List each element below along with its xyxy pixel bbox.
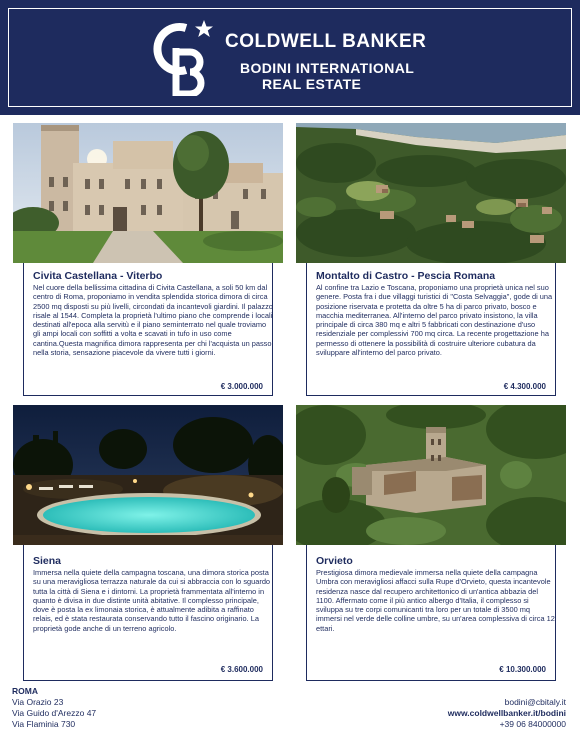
contact-website[interactable]: www.coldwellbanker.it/bodini [447, 708, 566, 718]
office-address: Via Orazio 23 [12, 697, 64, 707]
listing-card-civita [13, 123, 283, 396]
listing-photo [296, 405, 566, 545]
contact-info [448, 697, 566, 730]
contact-email[interactable]: bodini@cbitaly.it [504, 697, 566, 707]
listing-title: Montalto di Castro - Pescia Romana [316, 270, 496, 282]
listing-text [33, 270, 273, 357]
listing-description: Immersa nella quiete della campagna toscana, una dimora storica posta su una meravigliosa terrazza naturale da cui si abbraccia con lo sguardo tutta la città di Siena e i dintorni. La proprietà frammentata all'interno in quanto è divisa in due distinte unità abitative. Il complesso principale, dove è posta la ex limonaia storica, è attualmente adibita a raffinato relais, ed è stata restaurata conservando tutto il fascino originario. La proprietà gode anche di un terreno agricolo. [33, 568, 271, 633]
listing-card-montalto [296, 123, 566, 396]
listing-description: Al confine tra Lazio e Toscana, proponiamo una proprietà unica nel suo genere. Posta fra i due villaggi turistici di "Costa Selvaggia", gode di una posizione riservata e protetta da oltre 5 ha di parco privato, bosco e macchia mediterranea. All'interno del parco privato insistono, la villa principale di circa 380 mq e altri 5 fabbricati con destinazione d'uso residenziale per complessivi 700 mq circa. La recente progettazione ha permesso di ottenere la possibilità di costruire ulteriore cubatura da sviluppare all'interno del parco privato. [316, 283, 553, 358]
listing-text [316, 270, 556, 357]
listing-title: Siena [33, 555, 62, 567]
listing-description: Prestigiosa dimora medievale immersa nella quiete della campagna Umbra con meravigliosi affacci sulla Rupe d'Orvieto, questa incantevole residenza nasce dal recupero architettonico di un'antica abbazia del 1100. Affermato come il più antico albergo d'Italia, il complesso si sviluppa su tre corpi comunicanti tra loro per un totale di 3500 mq immersi nel verde delle colline umbre, su un'area complessiva di circa 12 ettari. [316, 568, 555, 633]
office-address: Via Flaminia 730 [12, 719, 76, 729]
office-address: Via Guido d'Arezzo 47 [12, 708, 97, 718]
brand-subtitle: BODINI INTERNATIONAL [240, 60, 415, 76]
listing-photo [296, 123, 566, 263]
listing-photo [13, 405, 283, 545]
brand-subtitle-2: REAL ESTATE [262, 76, 362, 92]
listing-description: Nel cuore della bellissima cittadina di Civita Castellana, a soli 50 km dal centro di Roma, proponiamo in vendita splendida storica dimora di circa 2500 mq disposti su più livelli, circondati da incantevoli giardini. Il palazzo risale al 1544. Completa la proprietà l'ultimo piano che comprende i locali destinati all'epoca alla servitù e il piano seminterrato nel quale troviamo gli ampi locali con soffitti a volta e scavati in tufo in uso come cantina.Questa magnifica dimora rappresenta per chi l'acquista un passo nella storia, sensazione piacevole da vivere tutti i giorni. [33, 283, 273, 358]
listing-price: € 3.000.000 [220, 382, 263, 391]
office-addresses [12, 686, 96, 730]
listing-text [316, 555, 556, 633]
brand-name: COLDWELL BANKER [225, 31, 427, 52]
listing-text [33, 555, 273, 633]
listing-photo [13, 123, 283, 263]
listing-title: Civita Castellana - Viterbo [33, 270, 163, 282]
header-banner [0, 0, 580, 115]
listing-price: € 3.600.000 [220, 665, 263, 674]
listing-price: € 10.300.000 [499, 665, 546, 674]
contact-phone[interactable]: +39 06 84000000 [499, 719, 566, 729]
listing-title: Orvieto [316, 555, 353, 567]
listing-price: € 4.300.000 [503, 382, 546, 391]
listing-card-orvieto [296, 405, 566, 681]
listing-card-siena [13, 405, 283, 681]
header-frame [8, 8, 572, 107]
cb-logo-icon [152, 18, 216, 96]
office-city: ROMA [12, 686, 38, 696]
